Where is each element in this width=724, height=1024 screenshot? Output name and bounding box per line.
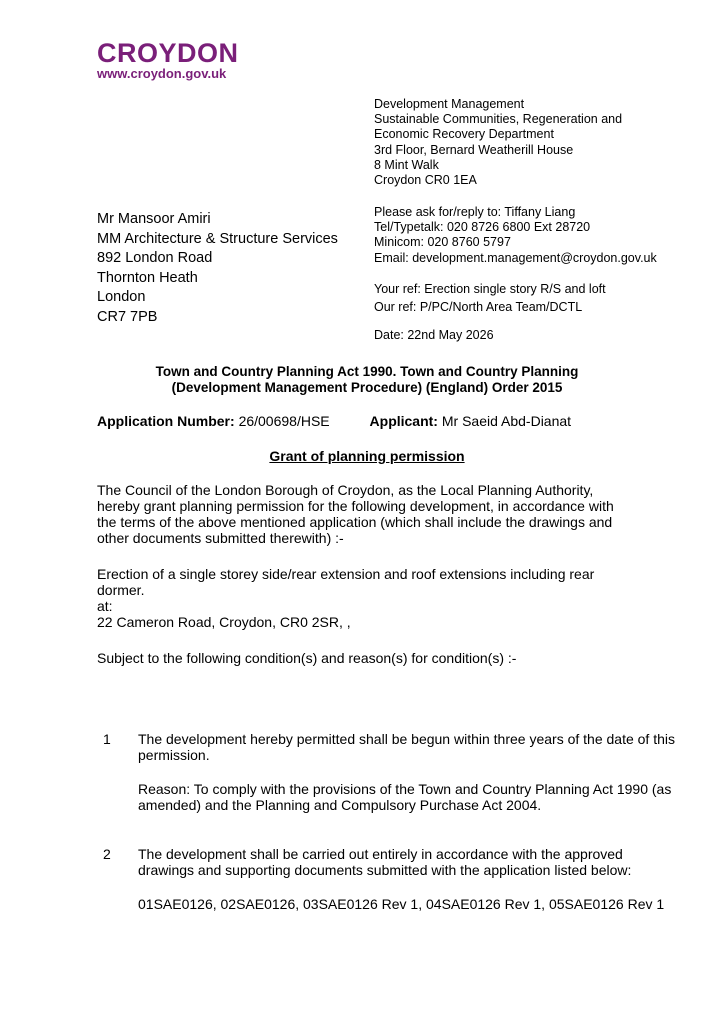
croydon-logo: CROYDON [97,38,239,68]
development-line: Erection of a single storey side/rear extension and roof extensions including rear [97,566,595,582]
condition-line: permission. [138,747,210,763]
condition-line: drawings and supporting documents submitted with the application listed below: [138,862,632,878]
contact-line: Please ask for/reply to: Tiffany Liang [374,205,576,219]
recipient-line: Mr Mansoor Amiri [97,211,211,227]
references [374,280,606,316]
contact-line: Tel/Typetalk: 020 8726 6800 Ext 28720 [374,220,591,235]
recipient-line: MM Architecture & Structure Services [97,230,338,247]
condition-line: The development hereby permitted shall be begun within three years of the date of this [138,731,675,747]
department-address [374,97,622,188]
department-line: Croydon CR0 1EA [374,173,477,188]
department-line: Development Management [374,97,525,111]
intro-line: hereby grant planning permission for the following development, in accordance with [97,498,614,514]
intro-line: the terms of the above mentioned application (which shall include the drawings and [97,514,613,530]
intro-paragraph [97,482,657,546]
recipient-line: London [97,289,146,305]
development-address: 22 Cameron Road, Croydon, CR0 2SR, , [97,614,351,630]
department-line: 8 Mint Walk [374,157,439,172]
recipient-line: 892 London Road [97,250,213,266]
letter-date: Date: 22nd May 2026 [374,328,494,342]
recipient-address [97,210,338,327]
condition-number: 1 [103,731,111,747]
contact-details [374,205,657,266]
our-ref: Our ref: P/PC/North Area Team/DCTL [374,300,583,314]
condition-line: The development shall be carried out entirely in accordance with the approved [138,846,623,862]
contact-line: Minicom: 020 8760 5797 [374,235,511,250]
development-line: dormer. [97,582,145,598]
recipient-line: Thornton Heath [97,269,198,286]
drawings-list: 01SAE0126, 02SAE0126, 03SAE0126 Rev 1, 04SAE0126 Rev 1, 05SAE0126 Rev 1 [138,896,665,912]
department-line: Economic Recovery Department [374,127,554,142]
application-line [97,413,571,429]
department-line: Sustainable Communities, Regeneration and [374,112,623,127]
grant-heading: Grant of planning permission [269,448,465,464]
applicant-name: Mr Saeid Abd-Dianat [441,413,572,429]
condition-text [138,731,708,763]
intro-line: other documents submitted therewith) :- [97,530,344,546]
applicant-label: Applicant: [369,413,438,429]
department-line: 3rd Floor, Bernard Weatherill House [374,142,574,157]
recipient-line: CR7 7PB [97,308,158,325]
reason-line: Reason: To comply with the provisions of the Town and Country Planning Act 1990 (as [138,781,672,797]
act-title [97,364,637,396]
contact-email: Email: development.management@croydon.gov.uk [374,250,657,265]
condition-number: 2 [103,846,111,862]
development-line: at: [97,598,113,614]
croydon-url: www.croydon.gov.uk [97,66,227,81]
act-title-line: (Development Management Procedure) (England) Order 2015 [171,380,563,395]
application-number-label: Application Number: [97,413,235,429]
your-ref: Your ref: Erection single story R/S and loft [374,282,606,296]
subject-line: Subject to the following condition(s) and reason(s) for condition(s) :- [97,650,517,666]
development-description [97,566,657,630]
application-number: 26/00698/HSE [238,413,330,429]
condition-reason [138,781,708,813]
intro-line: The Council of the London Borough of Croydon, as the Local Planning Authority, [97,482,594,498]
condition-text [138,846,708,878]
reason-line: amended) and the Planning and Compulsory Purchase Act 2004. [138,797,542,813]
act-title-line: Town and Country Planning Act 1990. Town and Country Planning [155,364,579,379]
